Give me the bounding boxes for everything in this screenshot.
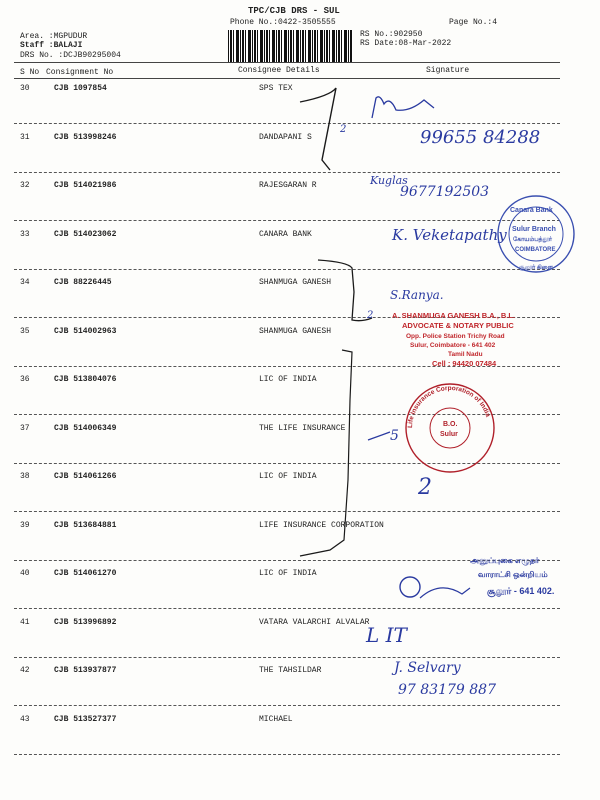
table-row (0, 230, 600, 242)
row-divider (14, 463, 560, 464)
row-divider (14, 269, 560, 270)
stamp-text: வாராட்சி ஒன்றியம் (478, 570, 548, 579)
row-consignee: LIC OF INDIA (259, 569, 317, 578)
row-divider (14, 560, 560, 561)
barcode (228, 30, 353, 62)
table-row (0, 327, 600, 339)
row-divider (14, 220, 560, 221)
table-row (0, 715, 600, 727)
handwritten-mark-38: 5 (390, 428, 399, 444)
rs-date: RS Date:08-Mar-2022 (360, 39, 452, 48)
row-sno: 34 (20, 278, 30, 287)
row-consignee: MICHAEL (259, 715, 293, 724)
stamp-text: A. SHANMUGA GANESH B.A., B.L. (392, 311, 516, 320)
signature-42: L IT (366, 623, 407, 647)
row-consignee: SHANMUGA GANESH (259, 327, 332, 336)
row-sno: 32 (20, 181, 30, 190)
row-sno: 38 (20, 472, 30, 481)
row-consignment: CJB 513937877 (54, 666, 117, 675)
stamp-text: Sulur Branch (512, 226, 556, 233)
row-consignee: THE TAHSILDAR (259, 666, 322, 675)
handwritten-mark-35: 2 (367, 310, 374, 321)
table-row (0, 375, 600, 387)
signature-30 (372, 97, 434, 118)
row-consignee: THE LIFE INSURANCE (259, 424, 346, 433)
stamp-text: ADVOCATE & NOTARY PUBLIC (402, 321, 514, 330)
stamp-text: Opp. Police Station Trichy Road (406, 333, 505, 340)
row-sno: 42 (20, 666, 30, 675)
signature-33: K. Veketapathy (392, 226, 507, 244)
area-label: Area. :MGPUDUR (20, 32, 88, 41)
stamp-text: Life Insurance Corporation of India (406, 384, 492, 429)
stamp-text: COIMBATORE (515, 247, 556, 253)
row-consignment: CJB 514002963 (54, 327, 117, 336)
stamp-text: B.O. (443, 421, 458, 428)
row-consignment: CJB 514061266 (54, 472, 117, 481)
table-row (0, 424, 600, 436)
drs-number: DRS No. :DCJB90295004 (20, 51, 121, 60)
row-consignee: LIC OF INDIA (259, 375, 317, 384)
table-row (0, 84, 600, 96)
table-row (0, 181, 600, 193)
handwritten-phone-31: 99655 84288 (420, 127, 541, 148)
col-consignment: Consignment No (46, 68, 114, 77)
table-row (0, 278, 600, 290)
stamp-text: அனுப்புகை எழுதர் (470, 556, 540, 565)
row-sno: 41 (20, 618, 30, 627)
row-consignment: CJB 1097854 (54, 84, 107, 93)
row-sno: 31 (20, 133, 30, 142)
columns-rule (14, 78, 560, 79)
row-sno: 37 (20, 424, 30, 433)
row-consignee: RAJESGARAN R (259, 181, 317, 190)
row-consignee: LIC OF INDIA (259, 472, 317, 481)
row-divider (14, 172, 560, 173)
row-divider (14, 608, 560, 609)
row-divider (14, 317, 560, 318)
row-sno: 43 (20, 715, 30, 724)
col-consignee: Consignee Details (238, 66, 320, 75)
col-signature: Signature (426, 66, 470, 75)
row-divider (14, 657, 560, 658)
row-consignee: DANDAPANI S (259, 133, 312, 142)
row-consignment: CJB 513684881 (54, 521, 117, 530)
handwritten-phone-32: 9677192503 (400, 184, 490, 200)
row-sno: 39 (20, 521, 30, 530)
row-consignee: SPS TEX (259, 84, 293, 93)
table-row (0, 521, 600, 533)
row-sno: 33 (20, 230, 30, 239)
table-row (0, 569, 600, 581)
stamp-text: Sulur, Coimbatore - 641 402 (410, 342, 496, 349)
row-consignment: CJB 514061270 (54, 569, 117, 578)
page-number: Page No.:4 (449, 18, 498, 27)
row-consignee: VATARA VALARCHI ALVALAR (259, 618, 370, 627)
signature-43: J. Selvary (394, 660, 461, 676)
row-sno: 30 (20, 84, 30, 93)
row-consignment: CJB 513996892 (54, 618, 117, 627)
row-divider (14, 123, 560, 124)
row-consignee: CANARA BANK (259, 230, 312, 239)
phone-number: Phone No.:0422-3505555 (230, 18, 336, 27)
table-row (0, 666, 600, 678)
row-consignment: CJB 513527377 (54, 715, 117, 724)
row-consignee: LIFE INSURANCE CORPORATION (259, 521, 384, 530)
row-divider (14, 511, 560, 512)
stamp-text: Sulur (440, 431, 458, 438)
handwritten-mark-39: 2 (418, 475, 432, 500)
sheet-title: TPC/CJB DRS - SUL (248, 6, 340, 16)
handwritten-name-32: Kuglas (370, 174, 408, 187)
stamp-text: Cell : 94420 07484 (432, 359, 497, 368)
handwritten-mark-31: 2 (340, 124, 347, 135)
stamp-text: சூலூர் கிளை (519, 265, 553, 271)
row-divider (14, 414, 560, 415)
stamp-text: Tamil Nadu (448, 351, 483, 358)
row-sno: 40 (20, 569, 30, 578)
stamp-text: கோயம்பத்தூர் (513, 237, 553, 243)
table-row (0, 472, 600, 484)
row-consignment: CJB 514006349 (54, 424, 117, 433)
row-consignment: CJB 513998246 (54, 133, 117, 142)
row-divider (14, 366, 560, 367)
row-consignment: CJB 513804076 (54, 375, 117, 384)
handwritten-phone-43: 97 83179 887 (398, 682, 496, 698)
col-sno: S No (20, 68, 40, 77)
row-consignment: CJB 514023062 (54, 230, 117, 239)
row-consignment: CJB 514021986 (54, 181, 117, 190)
stamp-text: Canara Bank (510, 207, 553, 214)
bracket-mark (300, 88, 336, 170)
table-row (0, 133, 600, 145)
table-row (0, 618, 600, 630)
row-sno: 36 (20, 375, 30, 384)
stamp-text: சூலூர் - 641 402. (487, 586, 555, 596)
svg-text:Life Insurance Corporation of (407, 385, 491, 428)
row-consignment: CJB 88226445 (54, 278, 112, 287)
row-divider (14, 705, 560, 706)
header-rule (14, 62, 560, 63)
signature-34: S.Ranya. (390, 288, 444, 302)
row-consignee: SHANMUGA GANESH (259, 278, 332, 287)
row-sno: 35 (20, 327, 30, 336)
row-divider (14, 754, 560, 755)
advocate-stamp (392, 311, 515, 368)
rs-number: RS No.:902950 (360, 30, 423, 39)
staff-label: Staff :BALAJI (20, 41, 83, 50)
